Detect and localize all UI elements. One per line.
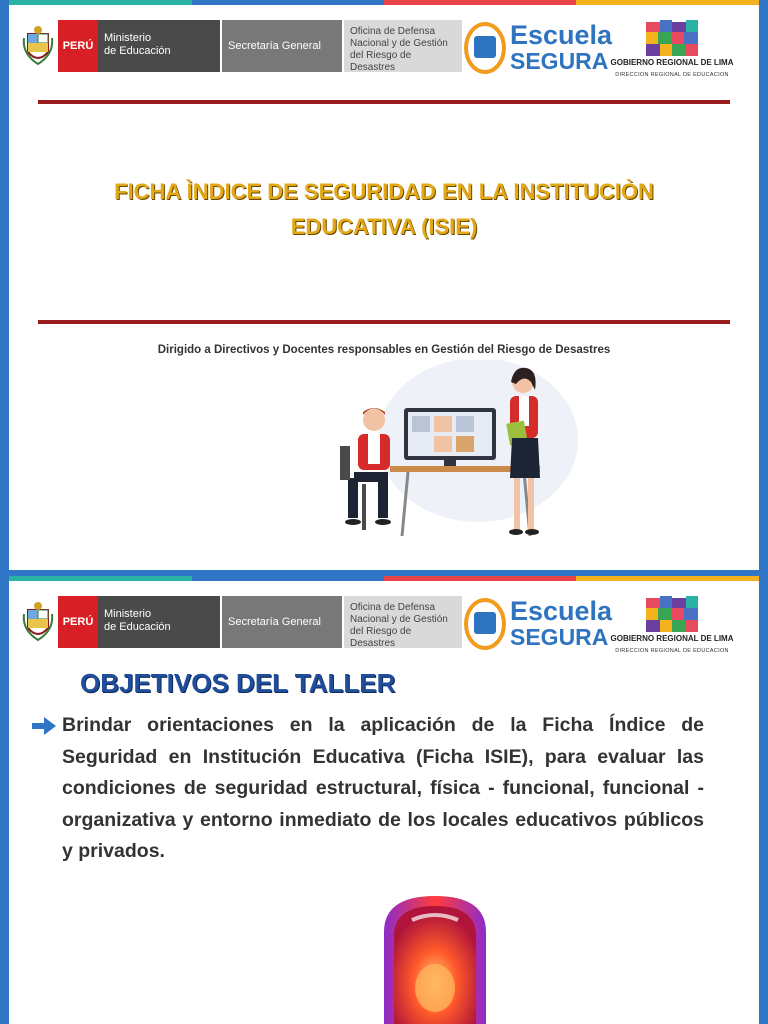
right-border bbox=[759, 576, 768, 1024]
top-color-strip bbox=[0, 0, 768, 5]
escuela-word: Escuela bbox=[510, 596, 613, 626]
slide-2 bbox=[0, 576, 768, 1024]
ministry-line-2: de Educación bbox=[104, 45, 171, 57]
ministry-line-1: Ministerio bbox=[104, 608, 152, 620]
logo-header bbox=[18, 20, 750, 76]
gore-subtitle: DIRECCION REGIONAL DE EDUCACION bbox=[615, 648, 729, 654]
escuela-word: Escuela bbox=[510, 20, 613, 50]
escuela-segura-logo bbox=[462, 20, 613, 76]
top-color-strip bbox=[0, 576, 768, 581]
gore-emblem-icon bbox=[646, 20, 698, 56]
house-icon bbox=[474, 612, 496, 634]
gore-emblem-icon bbox=[646, 596, 698, 632]
peru-crest-icon bbox=[22, 600, 54, 644]
gore-name: GOBIERNO REGIONAL DE LIMA bbox=[610, 58, 734, 67]
left-border bbox=[0, 0, 9, 576]
odn-line-3: del Riesgo de Desastres bbox=[350, 50, 412, 73]
peru-label: PERÚ bbox=[58, 20, 98, 72]
right-border bbox=[759, 0, 768, 576]
arrow-right-icon bbox=[32, 717, 56, 735]
ministry-line-1: Ministerio bbox=[104, 32, 152, 44]
segura-word: SEGURA bbox=[510, 48, 609, 74]
title-line-1: FICHA ÌNDICE DE SEGURIDAD EN LA INSTITUCIÒN bbox=[114, 179, 654, 204]
odn-label bbox=[344, 20, 462, 72]
gobierno-regional-logo bbox=[602, 596, 742, 660]
segura-word: SEGURA bbox=[510, 624, 609, 650]
house-icon bbox=[474, 36, 496, 58]
objectives-heading: OBJETIVOS DEL TALLER bbox=[80, 668, 396, 698]
gobierno-regional-logo bbox=[602, 20, 742, 84]
left-border bbox=[0, 576, 9, 1024]
odn-label bbox=[344, 596, 462, 648]
title-line-2: EDUCATIVA (ISIE) bbox=[290, 214, 478, 239]
ministry-line-2: de Educación bbox=[104, 621, 171, 633]
logo-header bbox=[18, 596, 750, 652]
gore-name: GOBIERNO REGIONAL DE LIMA bbox=[610, 634, 734, 643]
ministry-label bbox=[98, 596, 220, 648]
odn-line-2: Nacional y de Gestión bbox=[350, 614, 448, 625]
odn-line-2: Nacional y de Gestión bbox=[350, 38, 448, 49]
government-band bbox=[58, 20, 462, 72]
gore-subtitle: DIRECCION REGIONAL DE EDUCACION bbox=[615, 72, 729, 78]
teachers-illustration bbox=[328, 360, 578, 546]
odn-line-3: del Riesgo de Desastres bbox=[350, 626, 412, 649]
siren-light-icon bbox=[372, 892, 498, 1024]
government-band bbox=[58, 596, 462, 648]
odn-line-1: Oficina de Defensa bbox=[350, 602, 436, 613]
objective-paragraph: Brindar orientaciones en la aplicación de la Ficha Índice de Seguridad en Institución Educativa (Ficha ISIE), para evaluar las condiciones de seguridad estructural, física - funcional, funcional - organizativa y entorno inmediato de los locales educativos públicos y privados. bbox=[62, 714, 704, 862]
odn-line-1: Oficina de Defensa bbox=[350, 26, 436, 37]
secretariat-label: Secretaría General bbox=[222, 596, 342, 648]
audience-subtitle: Dirigido a Directivos y Docentes responsables en Gestión del Riesgo de Desastres bbox=[157, 344, 611, 356]
escuela-segura-logo bbox=[462, 596, 613, 652]
peru-crest-icon bbox=[22, 24, 54, 68]
secretariat-label: Secretaría General bbox=[222, 20, 342, 72]
peru-label: PERÚ bbox=[58, 596, 98, 648]
ministry-label bbox=[98, 20, 220, 72]
slide-title bbox=[60, 174, 708, 244]
bottom-divider bbox=[38, 320, 730, 324]
top-divider bbox=[38, 100, 730, 104]
